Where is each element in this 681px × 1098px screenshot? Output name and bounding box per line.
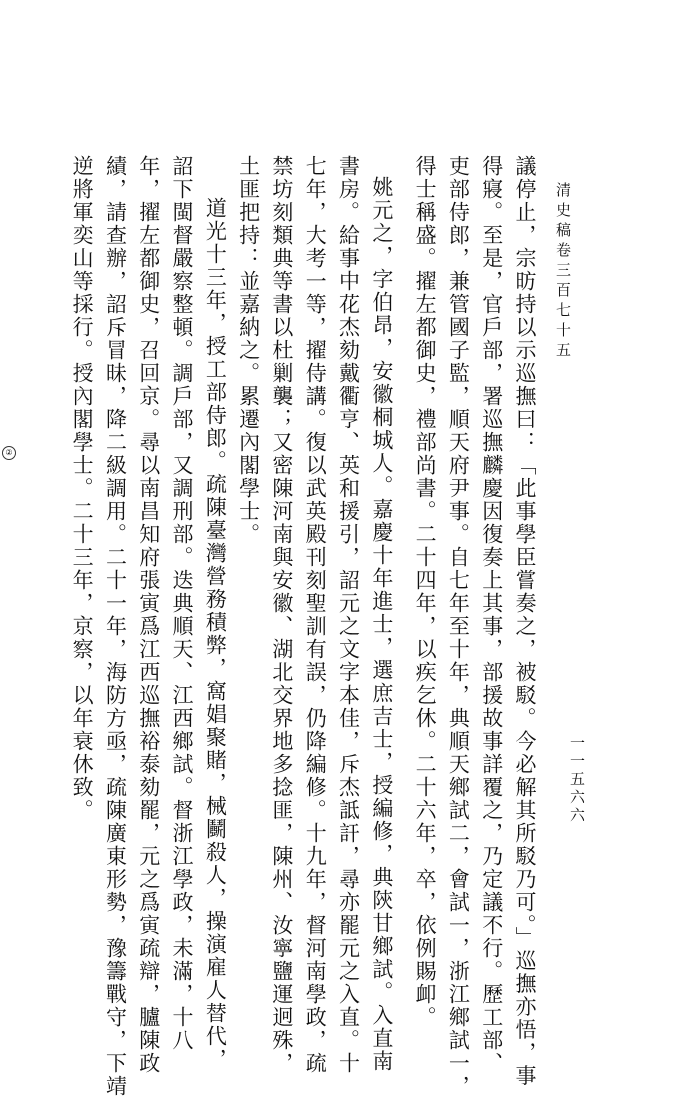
text-column: 姚元之，字伯昂，安徽桐城人。嘉慶十年進士，選庶吉士，授編修，典陝甘鄉試。入直南 [369, 176, 394, 1073]
text-column: 績，請查辦，詔斥冒昧，降二級調用。二十一年，海防方亟，疏陳廣東形勢，豫籌戰守，下靖 [103, 155, 128, 1098]
page-number: 一一五六六 [568, 735, 586, 825]
vertical-text-body [65, 155, 541, 1098]
text-column: 吏部侍郎，兼管國子監，順天府尹事。自七年至十年，典順天鄉試二，會試一，浙江鄉試一， [446, 155, 471, 1098]
text-column: 禁坊刻類典等書以杜剿襲；又密陳河南與安徽、湖北交界地多捻匪，陳州、汝寧鹽運迥殊， [269, 155, 294, 1075]
text-column: 土匪把持：並嘉納之。累遷內閣學士。 [236, 155, 261, 546]
text-column: 詔下閩督嚴察整頓。調戶部，又調刑部。迭典順天、江西鄉試。督浙江學政，未滿，十八 [170, 155, 195, 1052]
running-header-title: 清史稿卷三百七十五 [554, 182, 572, 362]
text-column: 書房。給事中花杰劾戴衢亨、英和援引，詔元之文字本佳，斥杰詆訐，尋亦罷元之入直。十 [336, 155, 361, 1075]
text-column: 七年，大考一等，擢侍講。復以武英殿刊刻聖訓有誤，仍降編修。十九年，督河南學政，疏 [303, 155, 328, 1075]
margin-mark: ② [2, 446, 16, 460]
text-column: 得士稱盛。擢左都御史，禮部尚書。二十四年，以疾乞休。二十六年，卒，依例賜卹。 [413, 155, 438, 1029]
text-column: 得寢。至是，官戶部，署巡撫麟慶因復奏上其事，部援故事詳覆之，乃定議不行。歷工部、 [479, 155, 504, 1075]
text-column: 逆將軍奕山等採行。授內閣學士。二十三年，京察，以年衰休致。 [70, 155, 95, 822]
text-column: 年，擢左都御史，召回京。尋以南昌知府張寅爲江西巡撫裕泰劾罷，元之爲寅疏辯，臚陳政 [136, 155, 161, 1075]
text-column: 道光十三年，授工部侍郎。疏陳臺灣營務積弊，窩娼聚賭，械鬭殺人，操演雇人替代， [203, 197, 228, 1071]
text-column: 議停止，宗昉持以示巡撫曰：「此事學臣嘗奏之，被駁。今必解其所駁乃可。」巡撫亦悟，事 [513, 155, 537, 1088]
